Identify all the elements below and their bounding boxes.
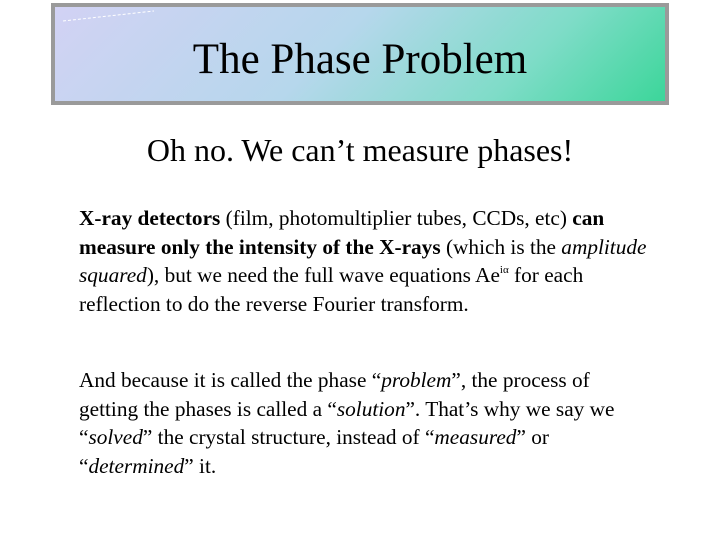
body-paragraph-1 (79, 204, 649, 318)
text-segment: (film, photomultiplier tubes, CCDs, etc) (220, 206, 573, 230)
text-segment: ” or “ (79, 425, 549, 478)
italic-solved: solved (88, 425, 143, 449)
exponent: iα (499, 263, 509, 276)
italic-measured: measured (434, 425, 517, 449)
italic-amplitude: amplitude squared (79, 234, 647, 287)
italic-solution: solution (336, 396, 406, 421)
text-segment: ”, the process of getting the phases is called a “ (79, 368, 590, 421)
text-segment: ”. That’s why we say we “ (79, 396, 615, 449)
text-segment: ), but we need the full wave equations Ae (146, 263, 500, 287)
decorative-streak-icon (61, 9, 156, 23)
text-segment: (which is the (440, 234, 562, 259)
italic-determined: determined (88, 453, 185, 478)
bold-intensity: can measure only the intensity of the X-rays (79, 206, 605, 259)
italic-problem: problem (381, 368, 452, 392)
title-banner (51, 3, 669, 105)
text-segment: for each reflection to do the reverse Fourier transform. (79, 263, 584, 316)
bold-detectors: X-ray detectors (79, 206, 221, 230)
slide-subtitle: Oh no. We can’t measure phases! (146, 132, 574, 168)
slide-title: The Phase Problem (192, 36, 528, 83)
text-segment: ” it. (184, 453, 217, 478)
body-paragraph-2 (79, 366, 649, 480)
text-segment: And because it is called the phase “ (79, 368, 382, 392)
text-segment: ” the crystal structure, instead of “ (142, 425, 435, 449)
